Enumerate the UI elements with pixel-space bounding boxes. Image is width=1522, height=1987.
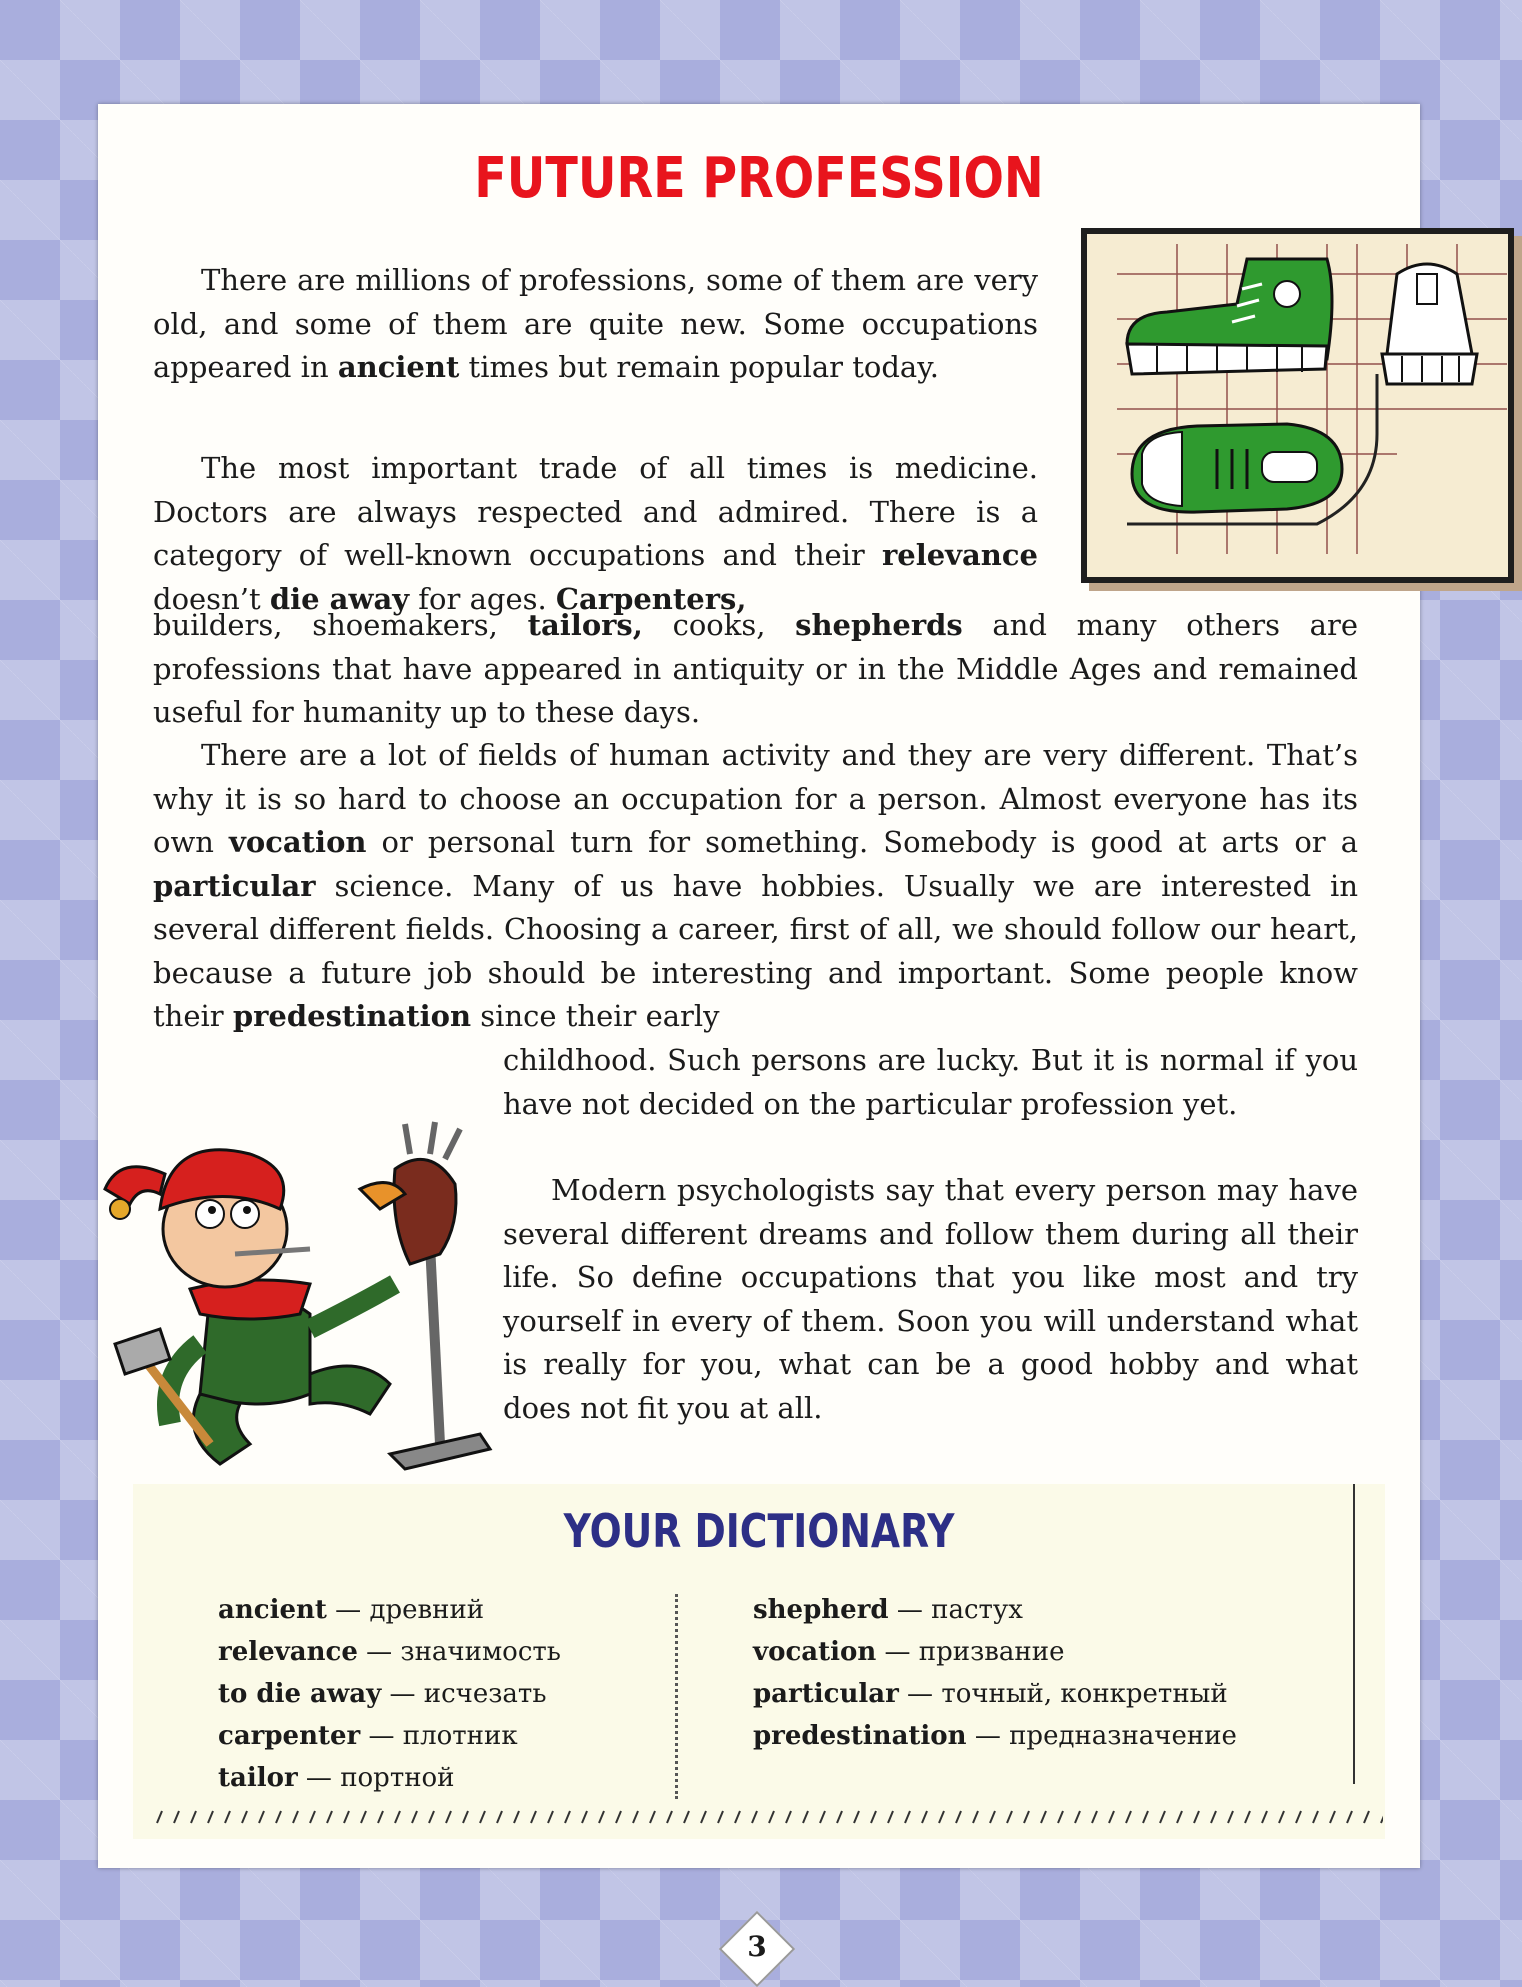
dictionary-dash: — [326,1595,370,1625]
hatch-mark [990,1811,995,1823]
text-run: doesn’t [153,581,270,616]
dictionary-left-column [218,1589,561,1799]
hatch-mark [310,1811,315,1823]
hatch-mark [1058,1811,1063,1823]
dictionary-entry [753,1673,1237,1715]
dictionary-divider [675,1594,678,1799]
hatch-mark [735,1811,740,1823]
paragraph-4 [503,1169,1358,1430]
hatch-mark [1092,1811,1097,1823]
hatch-mark [701,1811,706,1823]
hatch-mark [837,1811,842,1823]
hatch-mark [344,1811,349,1823]
hatch-mark [293,1811,298,1823]
hatch-mark [225,1811,230,1823]
hatch-mark [548,1811,553,1823]
hatch-mark [769,1811,774,1823]
sneaker-drawing [1087,234,1508,577]
hatch-mark [718,1811,723,1823]
text-run: Modern psychologists say that every person may have several different dreams and follow them during all their life. So define occupations that you like most and try yourself in every of them. Soon you will understand what is really for you, what can be a good hobby and what does not fit you at all. [503,1173,1358,1425]
dictionary-border-line [1353,1484,1355,1784]
text-run: builders, shoemakers, [153,608,528,642]
hatch-mark [956,1811,961,1823]
text-run: and many others are professions that have appeared in antiquity or in the Middle Ages and remained useful for humanity up to these days. [153,608,1358,729]
hatch-mark [378,1811,383,1823]
hatch-mark [565,1811,570,1823]
gnome-shoemaker-illustration [10,1114,570,1488]
dictionary-translation: значимость [400,1637,561,1667]
bold-term: predestination [232,999,472,1033]
dictionary-entry [753,1631,1237,1673]
bold-term: die away [269,581,410,616]
text-run: or personal turn for something. Somebody is good at arts or a [366,825,1358,859]
hatch-mark [191,1811,196,1823]
hatch-mark [1126,1811,1131,1823]
bold-term: Carpenters, [555,581,747,616]
text-run: science. Many of us have hobbies. Usually we are interested in several different fields. Choosing a career, first of all, we should follow our heart, because a future job should be interesting and important. Some people know their [153,868,1358,1033]
hatch-mark [1313,1811,1318,1823]
dictionary-entry [218,1673,561,1715]
hatch-mark [871,1811,876,1823]
page-number: 3 [747,1930,767,1963]
dictionary-translation: исчезать [423,1679,547,1709]
hatch-mark [684,1811,689,1823]
dictionary-dash: — [898,1679,942,1709]
dictionary-dash: — [357,1637,401,1667]
hatch-mark [786,1811,791,1823]
dictionary-word: tailor [218,1763,298,1793]
dictionary-translation: плотник [402,1721,518,1751]
hatch-mark [888,1811,893,1823]
dictionary-word: to die away [218,1679,382,1709]
hatch-mark [480,1811,485,1823]
dictionary-hatch-border [153,1809,1383,1825]
hatch-mark [242,1811,247,1823]
dictionary-dash: — [888,1595,932,1625]
hatch-mark [752,1811,757,1823]
text-run: There are millions of professions, some of them are very old, and some of them are quite new. Some occupations appeared in [153,263,1038,384]
hatch-mark [429,1811,434,1823]
dictionary-word: predestination [753,1721,967,1751]
hatch-mark [514,1811,519,1823]
paragraph-2-continued [153,604,1358,735]
dictionary-dash: — [360,1721,403,1751]
hatch-mark [939,1811,944,1823]
hatch-mark [276,1811,281,1823]
hatch-mark [1262,1811,1267,1823]
hatch-mark [1245,1811,1250,1823]
hatch-mark [1330,1811,1335,1823]
dictionary-entry [753,1589,1237,1631]
dictionary-entry [218,1631,561,1673]
hatch-mark [1279,1811,1284,1823]
dictionary-dash: — [297,1763,341,1793]
dictionary-title: YOUR DICTIONARY [563,1504,955,1558]
hatch-mark [1194,1811,1199,1823]
dictionary-dash: — [876,1637,919,1667]
hatch-mark [1143,1811,1148,1823]
paragraph-1 [153,259,1038,390]
hatch-mark [820,1811,825,1823]
hatch-mark [395,1811,400,1823]
text-run: There are a lot of fields of human activity and they are very different. That’s why it is so hard to choose an occupation for a person. Almost everyone has its own [153,738,1358,859]
hatch-mark [650,1811,655,1823]
hatch-mark [531,1811,536,1823]
dictionary-translation: портной [340,1763,455,1793]
hatch-mark [922,1811,927,1823]
hatch-mark [327,1811,332,1823]
bold-term: vocation [229,825,367,859]
hatch-mark [174,1811,179,1823]
bold-term: relevance [881,538,1038,572]
hatch-mark [497,1811,502,1823]
hatch-mark [1109,1811,1114,1823]
hatch-mark [361,1811,366,1823]
hatch-mark [208,1811,213,1823]
hatch-mark [1381,1811,1383,1823]
hatch-mark [446,1811,451,1823]
text-run: since their early [471,999,720,1033]
hatch-mark [1160,1811,1165,1823]
hatch-mark [803,1811,808,1823]
paragraph-3 [153,734,1358,1039]
hatch-mark [599,1811,604,1823]
hatch-mark [1177,1811,1182,1823]
sneaker-blueprint-illustration [1081,228,1514,583]
dictionary-word: ancient [218,1595,327,1625]
bold-term: ancient [337,350,460,384]
dictionary-word: shepherd [753,1595,889,1625]
hatch-mark [157,1811,162,1823]
dictionary-translation: пастух [931,1595,1023,1625]
hatch-mark [1024,1811,1029,1823]
dictionary-entry [218,1715,561,1757]
hatch-mark [1041,1811,1046,1823]
gnome-drawing [10,1114,570,1484]
dictionary-box [133,1484,1385,1839]
hatch-mark [616,1811,621,1823]
dictionary-right-column [753,1589,1237,1757]
text-run: childhood. Such persons are lucky. But it is normal if you have not decided on the particular profession yet. [503,1043,1358,1121]
hatch-mark [463,1811,468,1823]
hatch-mark [667,1811,672,1823]
bold-term: particular [153,868,316,903]
dictionary-entry [218,1757,561,1799]
dictionary-dash: — [966,1721,1010,1751]
hatch-mark [1347,1811,1352,1823]
bold-term: shepherds [795,608,963,642]
hatch-mark [1364,1811,1369,1823]
hatch-mark [1075,1811,1080,1823]
dictionary-word: carpenter [218,1721,361,1751]
dictionary-word: vocation [753,1637,877,1667]
dictionary-translation: предназначение [1009,1721,1237,1751]
text-run: for ages. [409,581,556,616]
hatch-mark [633,1811,638,1823]
text-run: cooks, [642,608,796,642]
text-run: The most important trade of all times is medicine. Doctors are always respected and admired. There is a category of well-known occupations and their [153,451,1038,572]
dictionary-entry [218,1589,561,1631]
hatch-mark [1211,1811,1216,1823]
paragraph-3-continued [503,1039,1358,1126]
hatch-mark [854,1811,859,1823]
hatch-mark [1296,1811,1301,1823]
page-title: FUTURE PROFESSION [474,146,1044,211]
text-run: times but remain popular today. [459,350,939,384]
bold-term: tailors, [527,608,643,642]
dictionary-translation: призвание [918,1637,1065,1667]
hatch-mark [412,1811,417,1823]
dictionary-word: relevance [218,1637,358,1667]
dictionary-translation: точный, конкретный [941,1679,1228,1709]
dictionary-translation: древний [369,1595,485,1625]
paragraph-2 [153,447,1038,621]
page-sheet [98,104,1420,1868]
hatch-mark [1228,1811,1233,1823]
dictionary-word: particular [753,1679,899,1709]
hatch-mark [582,1811,587,1823]
hatch-mark [1007,1811,1012,1823]
hatch-mark [259,1811,264,1823]
dictionary-dash: — [381,1679,424,1709]
hatch-mark [973,1811,978,1823]
hatch-mark [905,1811,910,1823]
dictionary-entry [753,1715,1237,1757]
